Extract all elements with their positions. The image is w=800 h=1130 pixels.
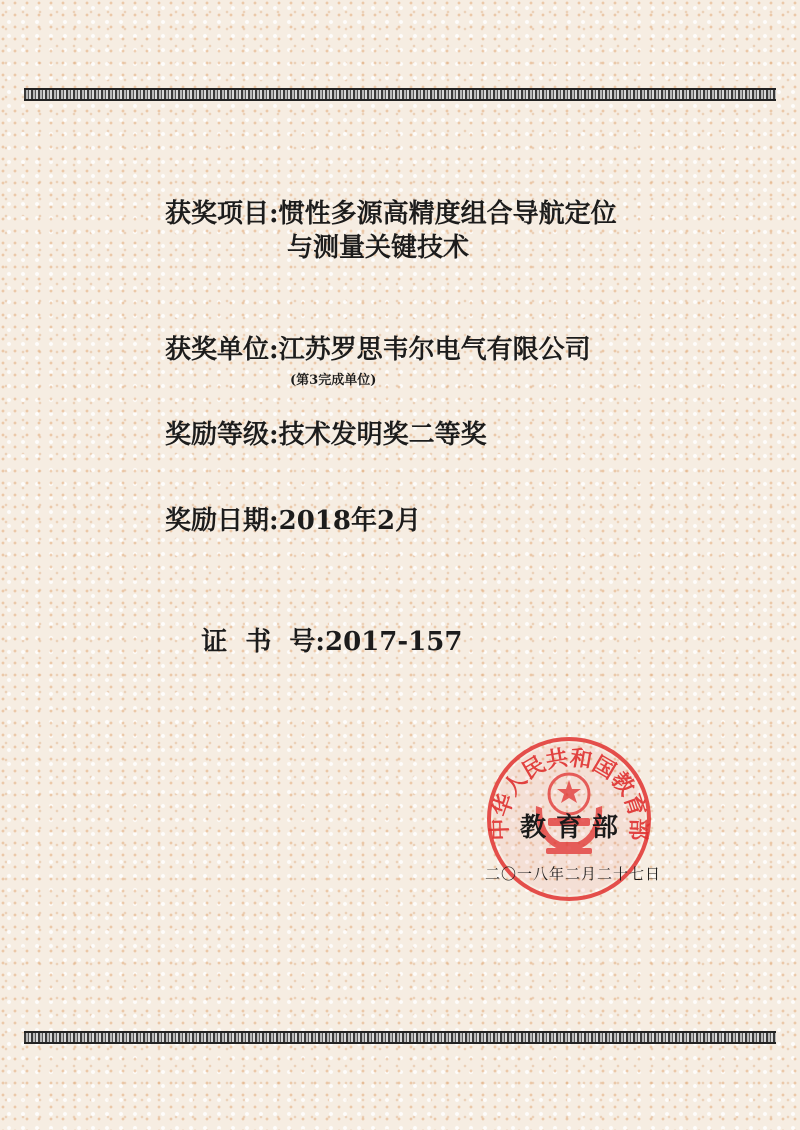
award-level-field [165,418,487,452]
award-level-label: 奖励等级: [165,420,279,450]
award-unit-field [165,333,591,367]
award-project-field [165,197,617,263]
certificate-number-value: 2017-157 [325,627,463,657]
award-date-field [165,504,421,538]
top-decorative-border [24,88,776,101]
certificate-number-label: 证 书 号: [201,627,326,657]
award-project-value: 惯性多源高精度组合导航定位 [278,199,617,229]
award-unit-label: 获奖单位: [165,335,279,365]
certificate-number-field [165,591,462,693]
award-project-label: 获奖项目: [165,199,279,229]
award-level-value: 技术发明奖二等奖 [278,420,487,450]
award-unit-value: 江苏罗思韦尔电气有限公司 [278,335,591,365]
seal-center-text: 教育部 [520,813,629,843]
award-date-label: 奖励日期: [165,506,279,536]
bottom-decorative-border [24,1031,776,1044]
award-unit-note: (第3完成单位) [290,373,377,388]
award-date-value: 2018年2月 [278,506,422,536]
award-project-value-line2: 与测量关键技术 [287,233,470,263]
issue-date: 二〇一八年二月二十七日 [485,865,662,883]
seal-ring-text: 中华人民共和国教育部 [487,745,651,841]
